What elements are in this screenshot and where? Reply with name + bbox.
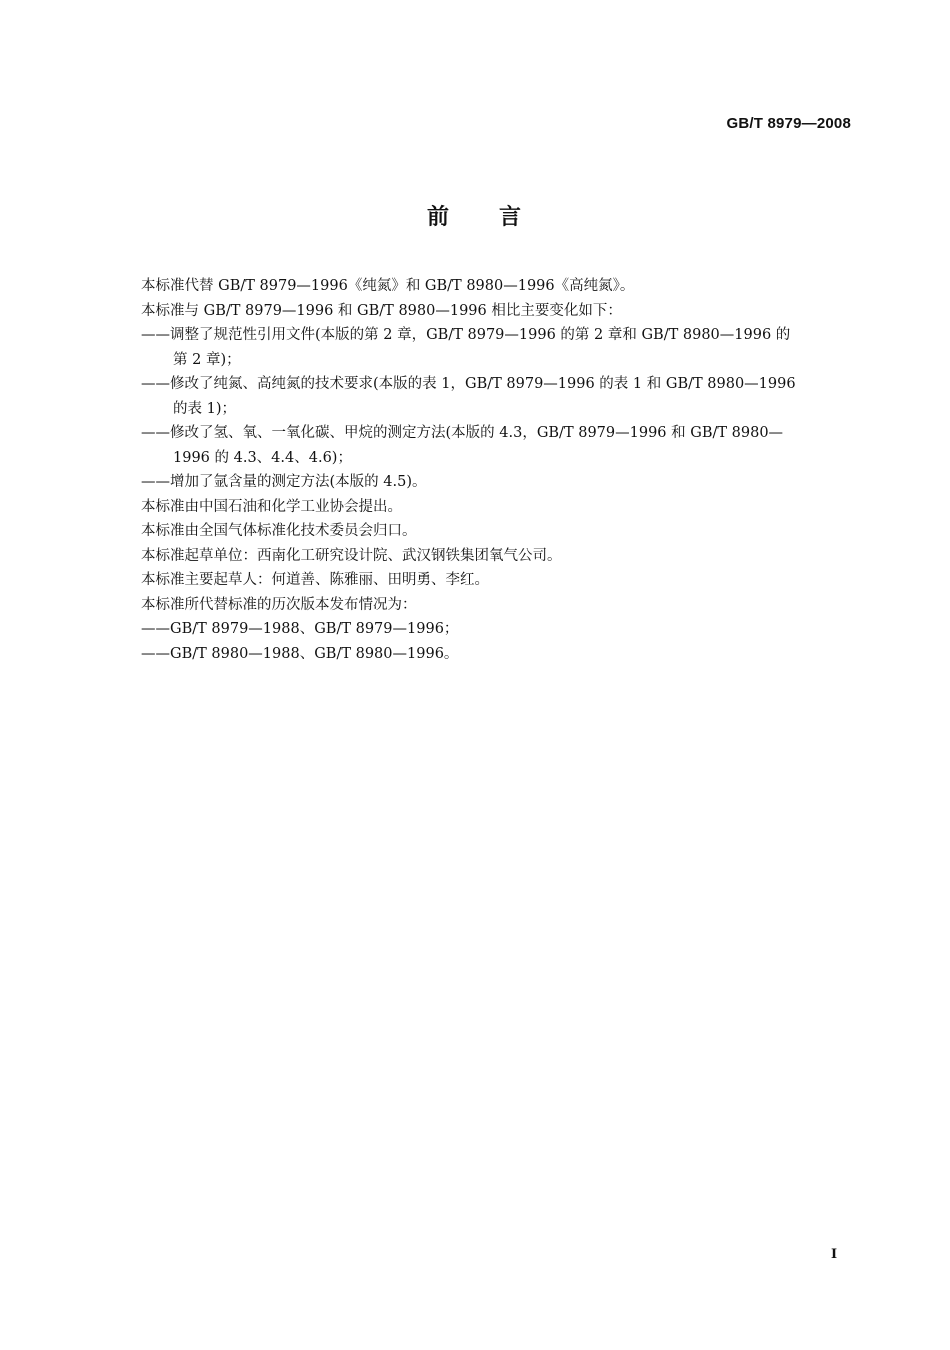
drafters: 本标准主要起草人：何道善、陈雅丽、田明勇、李红。: [141, 572, 489, 588]
drafting-units: 本标准起草单位：西南化工研究设计院、武汉钢铁集团氧气公司。: [141, 547, 562, 564]
change-item: [141, 372, 853, 421]
proposer-statement: 本标准由中国石油和化学工业协会提出。: [141, 498, 402, 515]
change-item-continuation: 第 2 章)；: [173, 351, 241, 368]
change-item: ——增加了氩含量的测定方法(本版的 4.5)。: [141, 474, 427, 490]
change-item-line: ——修改了氢、氧、一氧化碳、甲烷的测定方法(本版的 4.3，GB/T 8979—1996 和 GB/T 8980—: [141, 425, 784, 441]
change-item-line: ——调整了规范性引用文件(本版的第 2 章，GB/T 8979—1996 的第 2 章和 GB/T 8980—1996 的: [141, 327, 791, 343]
page-title: 前 言: [426, 205, 523, 230]
replacement-statement: 本标准代替 GB/T 8979—1996《纯氮》和 GB/T 8980—1996《高纯氮》。: [141, 278, 635, 294]
history-intro: 本标准所代替标准的历次版本发布情况为：: [141, 596, 417, 613]
change-item-continuation: 的表 1)；: [173, 400, 236, 417]
standard-code: GB/T 8979—2008: [726, 115, 851, 132]
change-item: [141, 421, 853, 470]
history-item: ——GB/T 8980—1988、GB/T 8980—1996。: [141, 645, 459, 662]
page-number: I: [831, 1247, 838, 1262]
change-item-continuation: 1996 的 4.3、4.4、4.6)；: [173, 449, 352, 466]
committee-statement: 本标准由全国气体标准化技术委员会归口。: [141, 523, 417, 539]
change-item-line: ——修改了纯氮、高纯氮的技术要求(本版的表 1，GB/T 8979—1996 的表 1 和 GB/T 8980—1996: [141, 376, 796, 392]
history-item: ——GB/T 8979—1988、GB/T 8979—1996；: [141, 621, 459, 637]
changes-intro: 本标准与 GB/T 8979—1996 和 GB/T 8980—1996 相比主要变化如下：: [141, 302, 622, 319]
foreword-body: [141, 274, 853, 666]
change-item: [141, 323, 853, 372]
